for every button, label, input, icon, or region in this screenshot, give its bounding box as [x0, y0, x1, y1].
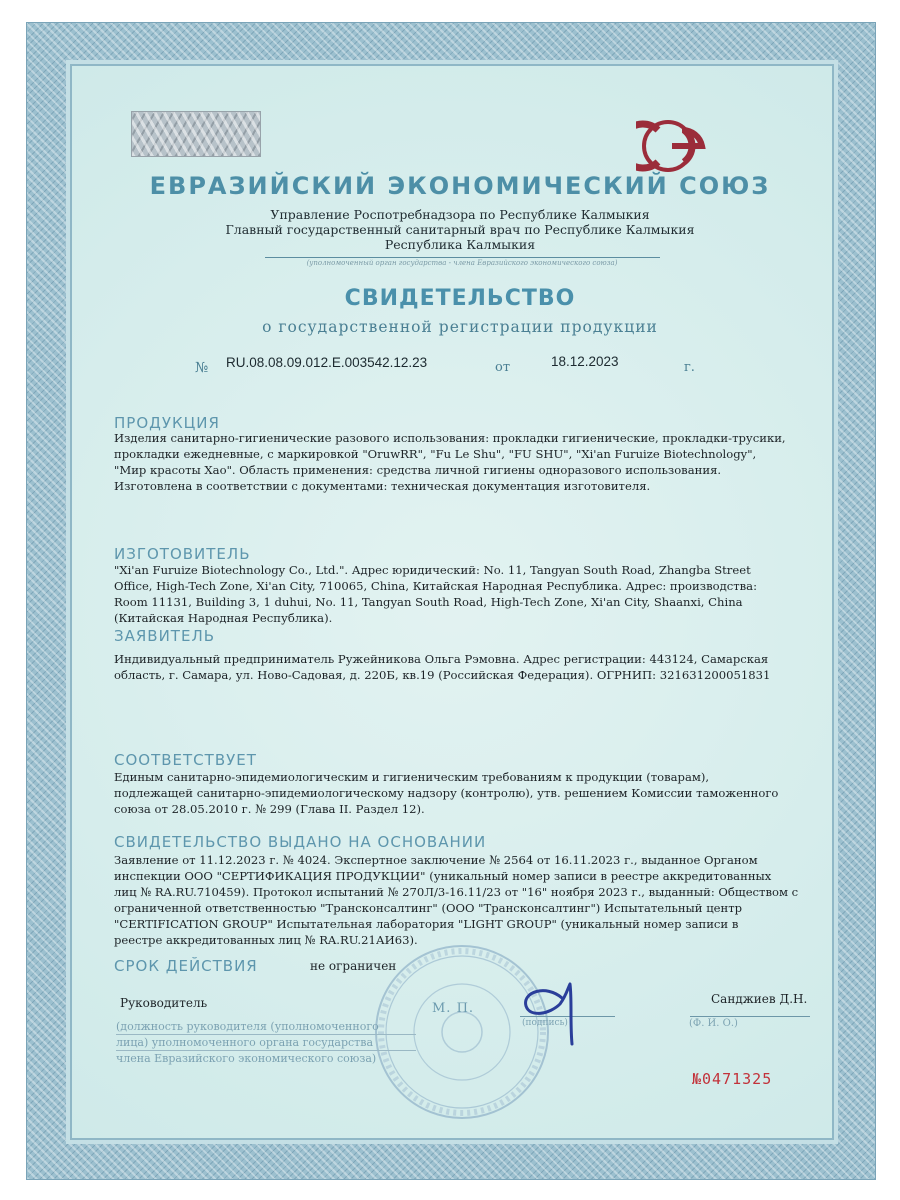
authority-line: Управление Роспотребнадзора по Республике Калмыкия	[270, 207, 650, 222]
text-line: прокладки ежедневные, с маркировкой "OruwRR", "Fu Le Shu", "FU SHU", "Xi'an Furuize Biotechnology",	[114, 447, 757, 461]
text-line: лиц № RA.RU.710459). Протокол испытаний № 270Л/3-16.11/23 от "16" ноября 2023 г., выданный: Обществом с	[114, 885, 799, 899]
divider	[265, 257, 660, 258]
divider	[116, 1050, 416, 1051]
text-line: область, г. Самара, ул. Ново-Садовая, д. 220Б, кв.19 (Российская Федерация). ОГРНИП: 321631200051831	[114, 668, 771, 682]
authority-caption: (уполномоченный орган государства - члена Евразийского экономического союза)	[306, 259, 618, 267]
validity-value: не ограничен	[310, 959, 397, 973]
handwritten-signature-icon	[516, 970, 606, 1050]
stamp-place-label: М. П.	[432, 1001, 475, 1016]
union-title: ЕВРАЗИЙСКИЙ ЭКОНОМИЧЕСКИЙ СОЮЗ	[149, 172, 771, 200]
authority-line: Главный государственный санитарный врач по Республике Калмыкия	[225, 222, 695, 237]
text-line: Room 11131, Building 3, 1 duhui, No. 11, Tangyan South Road, High-Tech Zone, Xi'an City, Shaanxi, China	[114, 595, 743, 609]
text-line: инспекции ООО "СЕРТИФИКАЦИЯ ПРОДУКЦИИ" (уникальный номер записи в реестре аккредитованных	[114, 869, 772, 883]
hologram-sticker	[131, 111, 261, 157]
head-name: Санджиев Д.Н.	[711, 992, 808, 1006]
text-line: "Мир красоты Хао". Область применения: средства личной гигиены одноразового использования.	[114, 463, 722, 477]
name-line	[690, 1016, 810, 1017]
section-body-manufacturer	[114, 562, 814, 626]
section-heading-manufacturer: ИЗГОТОВИТЕЛЬ	[114, 545, 251, 563]
head-label: Руководитель	[120, 996, 208, 1010]
text-line: Индивидуальный предприниматель Ружейникова Ольга Рэмовна. Адрес регистрации: 443124, Самарская	[114, 652, 769, 666]
text-line: "Xi'an Furuize Biotechnology Co., Ltd.". Адрес юридический: No. 11, Tangyan South Road, Zhangba Street	[114, 563, 751, 577]
signature-caption: (подпись)	[522, 1018, 568, 1028]
text-line: Заявление от 11.12.2023 г. № 4024. Экспертное заключение № 2564 от 16.11.2023 г., выданное Органом	[114, 853, 758, 867]
position-note-line: (должность руководителя (уполномоченного	[116, 1020, 379, 1033]
year-suffix: г.	[684, 360, 695, 375]
position-note-line: члена Евразийского экономического союза)	[116, 1052, 377, 1065]
section-heading-applicant: ЗАЯВИТЕЛЬ	[114, 627, 216, 645]
text-line: Office, High-Tech Zone, Xi'an City, 710065, China, Китайская Народная Республика. Адрес: производства:	[114, 579, 757, 593]
text-line: Изготовлена в соответствии с документами: техническая документация изготовителя.	[114, 479, 651, 493]
section-heading-basis: СВИДЕТЕЛЬСТВО ВЫДАНО НА ОСНОВАНИИ	[114, 833, 487, 851]
text-line: подлежащей санитарно-эпидемиологическому надзору (контролю), утв. решением Комиссии таможенного	[114, 786, 779, 800]
text-line: Изделия санитарно-гигиенические разового использования: прокладки гигиенические, прокладки-трусики,	[114, 431, 786, 445]
number-sign: №	[195, 360, 209, 376]
authority-line: Республика Калмыкия	[384, 237, 536, 252]
document-title: СВИДЕТЕЛЬСТВО	[344, 286, 576, 311]
position-note-line: лица) уполномоченного органа государства	[116, 1036, 373, 1049]
document-subtitle: о государственной регистрации продукции	[262, 318, 658, 336]
text-line: "CERTIFICATION GROUP" Испытательная лаборатория "LIGHT GROUP" (уникальный номер записи в	[114, 917, 739, 931]
eac-logo-icon	[636, 114, 720, 178]
section-heading-product: ПРОДУКЦИЯ	[114, 414, 220, 432]
registration-number: RU.08.08.09.012.E.003542.12.23	[226, 355, 428, 370]
text-line: Единым санитарно-эпидемиологическим и гигиеническим требованиям к продукции (товарам),	[114, 770, 710, 784]
section-heading-conforms: СООТВЕТСТВУЕТ	[114, 751, 257, 769]
section-body-conforms	[114, 769, 814, 817]
text-line: союза от 28.05.2010 г. № 299 (Глава II. Раздел 12).	[114, 802, 425, 816]
from-label: от	[495, 360, 511, 375]
text-line: (Китайская Народная Республика).	[114, 611, 333, 625]
section-body-applicant	[114, 651, 814, 683]
text-line: реестре аккредитованных лиц № RA.RU.21АИ63).	[114, 933, 418, 947]
section-body-product	[114, 430, 814, 494]
text-line: ограниченной ответственностью "Трансконсалтинг" (ООО "Трансконсалтинг") Испытательный центр	[114, 901, 743, 915]
section-heading-validity: СРОК ДЕЙСТВИЯ	[114, 957, 258, 975]
name-caption: (Ф. И. О.)	[689, 1018, 738, 1029]
serial-number: №0471325	[692, 1070, 773, 1088]
section-body-basis	[114, 852, 814, 948]
divider	[116, 1034, 416, 1035]
registration-date: 18.12.2023	[551, 354, 619, 369]
